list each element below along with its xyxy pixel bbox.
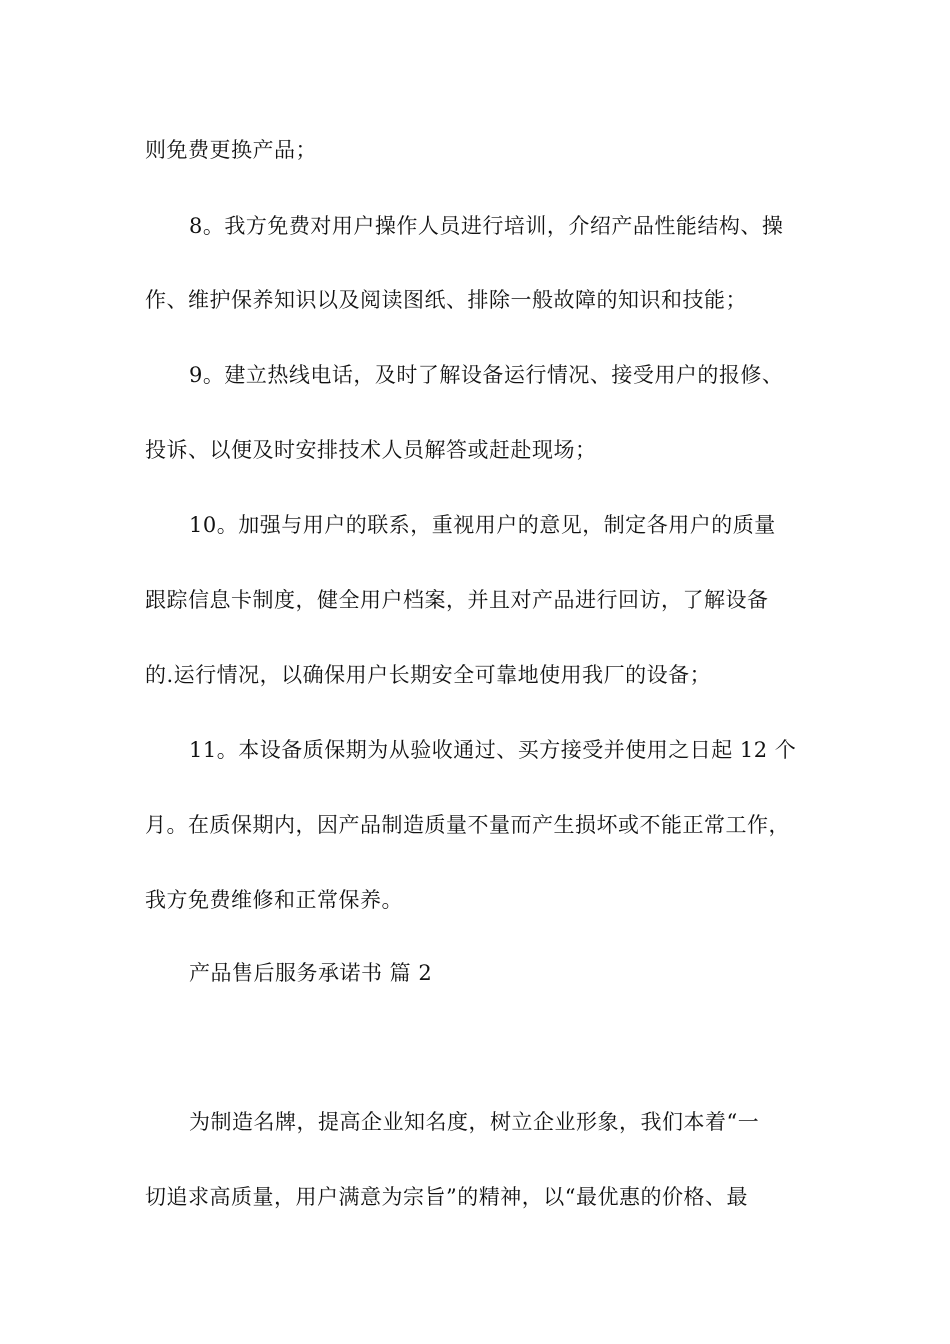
paragraph-line: 9。建立热线电话，及时了解设备运行情况、接受用户的报修、 <box>189 363 784 387</box>
paragraph-line: 的.运行情况，以确保用户长期安全可靠地使用我厂的设备； <box>145 663 712 687</box>
paragraph-line: 月。在质保期内，因产品制造质量不量而产生损坏或不能正常工作， <box>145 813 790 837</box>
paragraph-line: 为制造名牌，提高企业知名度，树立企业形象，我们本着“一 <box>189 1110 760 1134</box>
paragraph-line: 8。我方免费对用户操作人员进行培训，介绍产品性能结构、操 <box>189 214 784 238</box>
paragraph-line: 我方免费维修和正常保养。 <box>145 888 403 912</box>
paragraph-line: 11。本设备质保期为从验收通过、买方接受并使用之日起 12 个 <box>189 738 797 762</box>
paragraph-line: 投诉、以便及时安排技术人员解答或赶赴现场； <box>145 438 597 462</box>
paragraph-line: 则免费更换产品； <box>145 138 317 162</box>
paragraph-line: 跟踪信息卡制度，健全用户档案，并且对产品进行回访，了解设备 <box>145 588 769 612</box>
paragraph-line: 切追求高质量，用户满意为宗旨”的精神，以“最优惠的价格、最 <box>145 1185 748 1209</box>
paragraph-line: 10。加强与用户的联系，重视用户的意见，制定各用户的质量 <box>189 513 776 537</box>
section-title: 产品售后服务承诺书 篇 2 <box>189 961 433 985</box>
paragraph-line: 作、维护保养知识以及阅读图纸、排除一般故障的知识和技能； <box>145 288 747 312</box>
